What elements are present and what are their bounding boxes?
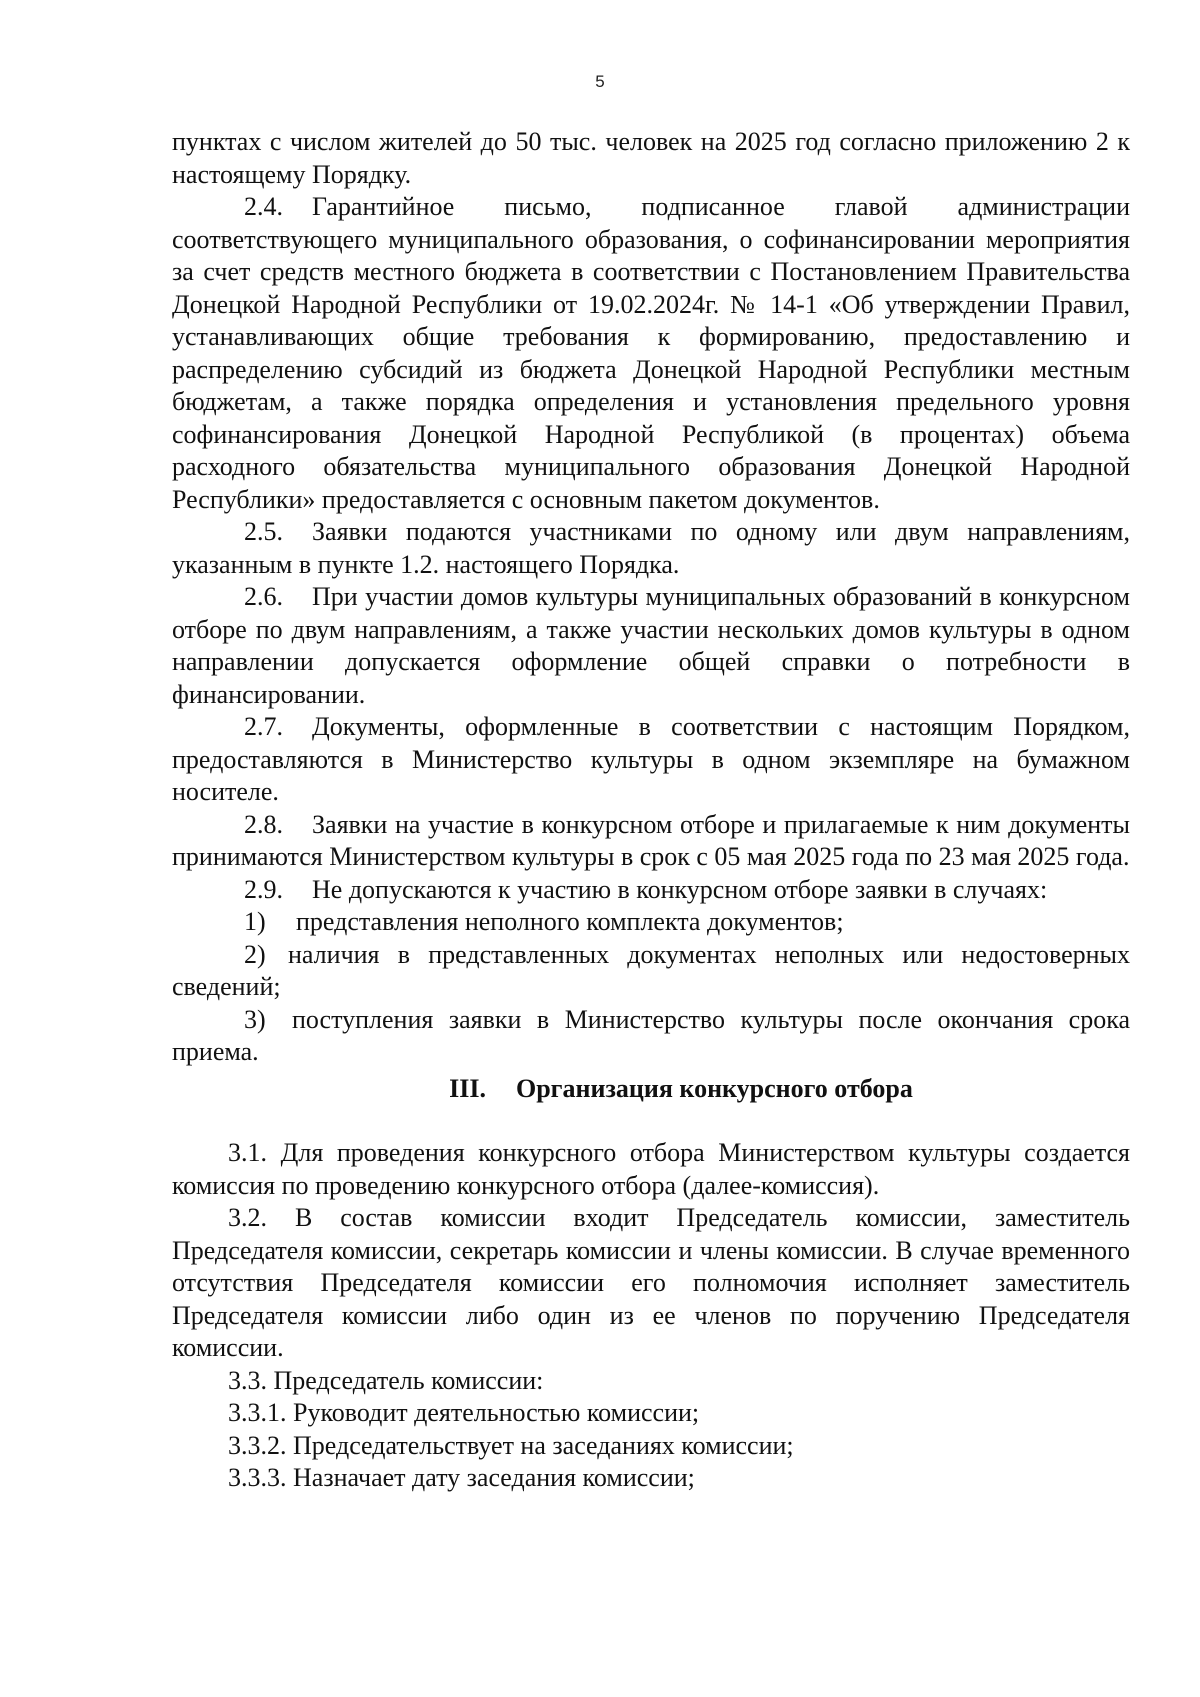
clause-number: 2.6. — [244, 582, 283, 611]
section-number: III. — [449, 1073, 486, 1103]
section-heading — [172, 1073, 1130, 1106]
paragraph-2-6 — [172, 581, 1130, 711]
clause-text: Не допускаются к участию в конкурсном отборе заявки в случаях: — [312, 874, 1048, 904]
paragraph-2-9 — [172, 874, 1130, 907]
list-item-2 — [172, 939, 1130, 1004]
page-number: 5 — [595, 72, 605, 91]
clause-number: 2.5. — [244, 517, 283, 546]
paragraph-3-3-3: 3.3.3. Назначает дату заседания комиссии; — [228, 1463, 695, 1492]
paragraph-2-5 — [172, 516, 1130, 581]
clause-text: Заявки подаются участниками по одному или двум направлениям, указанным в пункте 1.2. настоящего Порядка. — [172, 517, 1130, 579]
paragraph-3-3-2: 3.3.2. Председательствует на заседаниях комиссии; — [228, 1430, 794, 1460]
clause-number: 2.7. — [244, 712, 283, 741]
paragraph-2-8 — [172, 809, 1130, 874]
paragraph-2-7 — [172, 711, 1130, 809]
clause-number: 2.4. — [244, 192, 283, 221]
clause-number: 2.9. — [244, 874, 283, 904]
paragraph-continuation: пунктах с числом жителей до 50 тыс. человек на 2025 год согласно приложению 2 к настоящему Порядку. — [172, 127, 1130, 189]
list-number: 3) — [244, 1004, 266, 1034]
paragraph-2-4 — [172, 191, 1130, 516]
document-body — [172, 126, 1130, 1495]
clause-number: 2.8. — [244, 809, 283, 839]
list-number: 1) — [244, 907, 266, 936]
clause-text: При участии домов культуры муниципальных образований в конкурсном отборе по двум направлениям, а также участии нескольких домов культуры в одном направлении допускается оформление общей справки о потребности в финансировании. — [172, 582, 1130, 709]
list-text: поступления заявки в Министерство культуры после окончания срока приема. — [172, 1004, 1130, 1066]
paragraph-3-3-1: 3.3.1. Руководит деятельностью комиссии; — [228, 1398, 700, 1427]
clause-text: Гарантийное письмо, подписанное главой администрации соответствующего муниципального образования, о софинансировании мероприятия за счет средств местного бюджета в соответствии с Постановлением Правительства Донецкой Народной Республики от 19.02.2024г. № 14-1 «Об утверждении Правил, устанавливающих общие требования к формированию, предоставлению и распределению субсидий из бюджета Донецкой Народной Республики местным бюджетам, а также порядка определения и установления предельного уровня софинансирования Донецкой Народной Республикой (в процентах) объема расходного обязательства муниципального образования Донецкой Народной Республики» предоставляется с основным пакетом документов. — [172, 192, 1130, 514]
list-text: наличия в представленных документах неполных или недостоверных сведений; — [172, 939, 1130, 1001]
paragraph-3-3: 3.3. Председатель комиссии: — [228, 1365, 544, 1395]
clause-text: Документы, оформленные в соответствии с настоящим Порядком, предоставляются в Министерство культуры в одном экземпляре на бумажном носителе. — [172, 712, 1130, 806]
clause-text: Заявки на участие в конкурсном отборе и прилагаемые к ним документы принимаются Министерством культуры в срок с 05 мая 2025 года по 23 мая 2025 года. — [172, 809, 1130, 871]
list-text: представления неполного комплекта документов; — [296, 907, 844, 936]
paragraph-3-2: 3.2. В состав комиссии входит Председатель комиссии, заместитель Председателя комиссии, секретарь комиссии и члены комиссии. В случае временного отсутствия Председателя комиссии его полномочия исполняет заместитель Председателя комиссии либо один из ее членов по поручению Председателя комиссии. — [172, 1203, 1130, 1362]
list-item-1 — [172, 906, 1130, 939]
paragraph-3-1: 3.1. Для проведения конкурсного отбора Министерством культуры создается комиссия по проведению конкурсного отбора (далее-комиссия). — [172, 1138, 1130, 1200]
list-item-3 — [172, 1004, 1130, 1069]
section-title: Организация конкурсного отбора — [516, 1073, 913, 1103]
list-number: 2) — [244, 939, 266, 969]
